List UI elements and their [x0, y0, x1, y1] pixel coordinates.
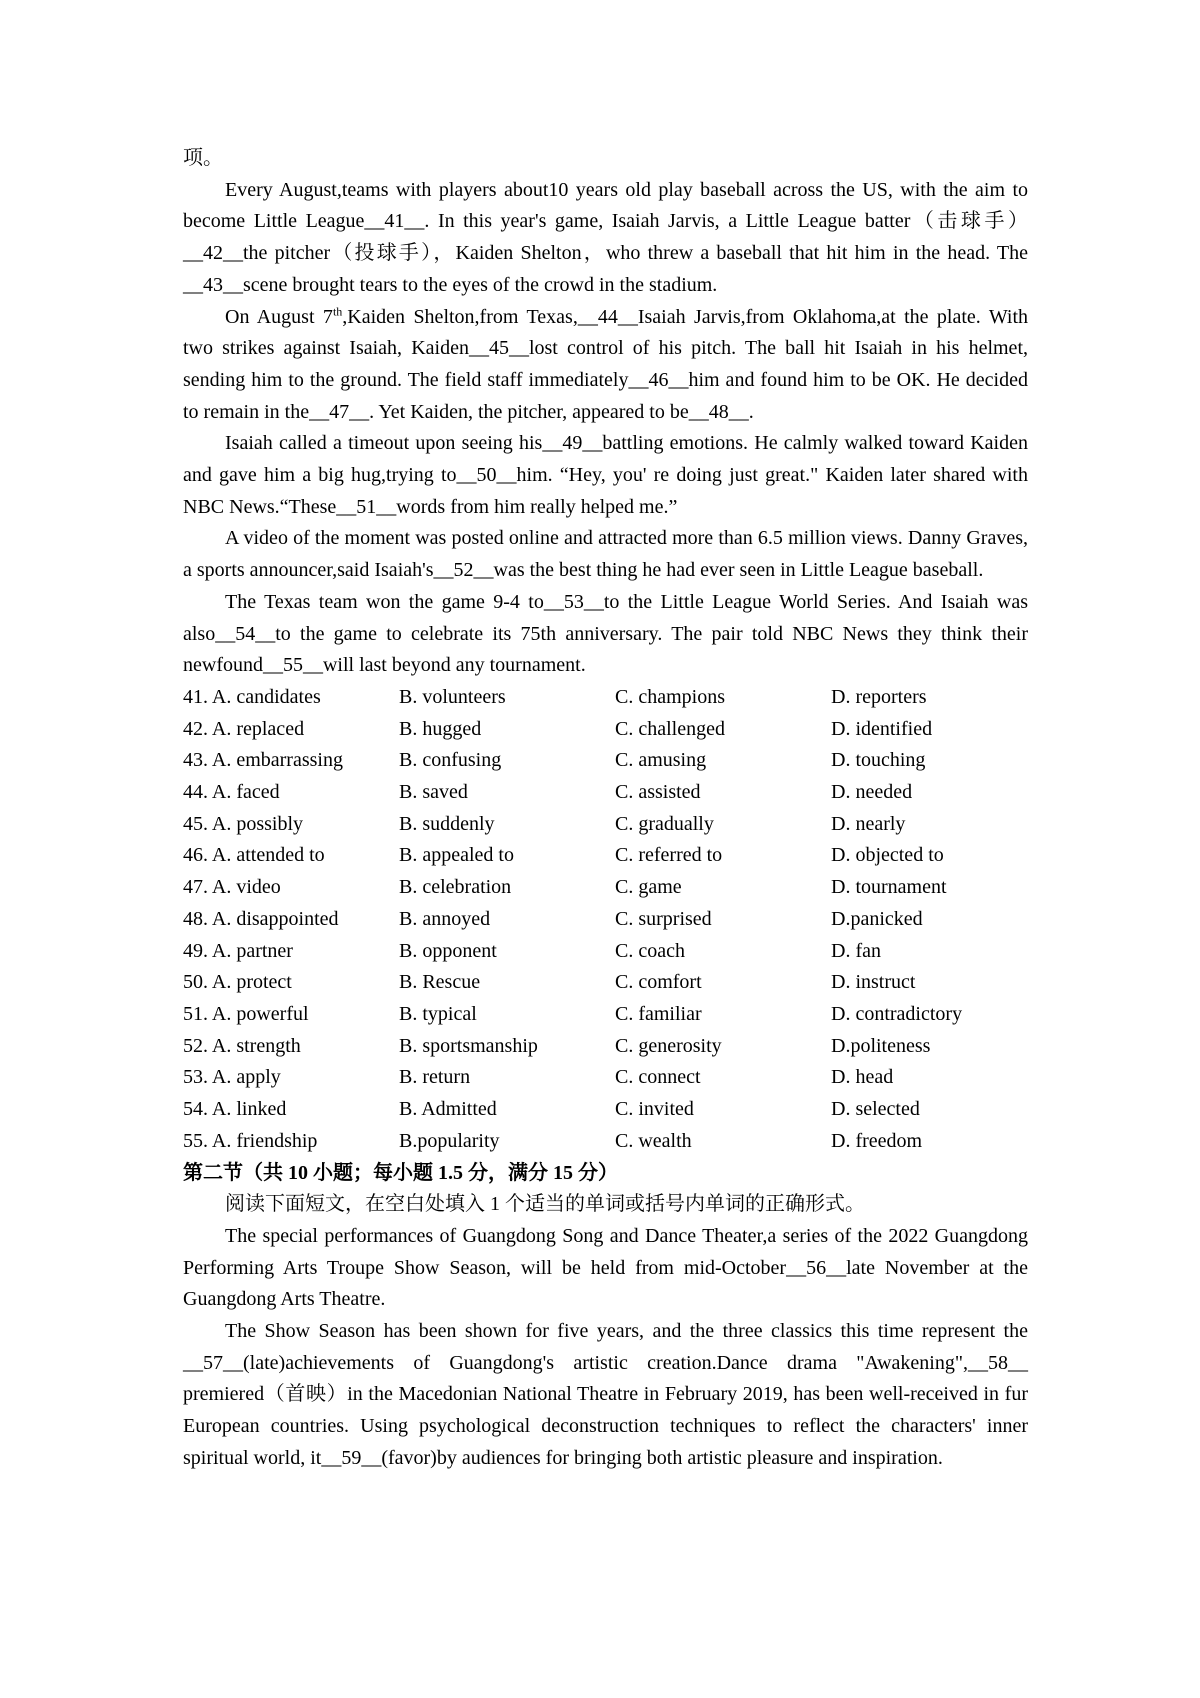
option-d: D. selected — [831, 1098, 920, 1121]
option-b: B. saved — [399, 781, 468, 804]
option-b: B. return — [399, 1066, 471, 1089]
option-row — [183, 1031, 1028, 1063]
option-d: D. contradictory — [831, 1002, 963, 1025]
option-d: D. fan — [831, 939, 881, 962]
option-a: 45. A. possibly — [183, 812, 304, 835]
option-c: C. game — [615, 876, 682, 899]
option-b: B. volunteers — [399, 685, 506, 708]
ordinal-superscript: th — [332, 303, 343, 318]
option-c: C. amusing — [615, 749, 707, 772]
fill-paragraph-1: The special performances of Guangdong Song and Dance Theater,a series of the 2022 Guangdong Performing Arts Troupe Show Season, will be held from mid-October__56__late November at the Guangdong Arts Theatre. — [183, 1224, 1028, 1311]
option-c: C. assisted — [615, 781, 701, 804]
option-a: 44. A. faced — [183, 781, 280, 804]
option-a: 51. A. powerful — [183, 1002, 309, 1025]
option-row — [183, 1126, 1028, 1158]
option-d: D. freedom — [831, 1129, 923, 1152]
option-c: C. referred to — [615, 844, 723, 867]
option-a: 41. A. candidates — [183, 685, 321, 708]
option-c: C. champions — [615, 685, 725, 708]
option-a: 42. A. replaced — [183, 717, 305, 740]
paragraph-2-start: On August 7 — [225, 305, 333, 328]
continued-fragment: 项。 — [183, 147, 223, 169]
option-row — [183, 1094, 1028, 1126]
option-d: D. nearly — [831, 812, 906, 835]
option-c: C. surprised — [615, 907, 712, 930]
option-row — [183, 904, 1028, 936]
option-a: 55. A. friendship — [183, 1129, 318, 1152]
option-b: B. hugged — [399, 717, 482, 740]
option-b: B. annoyed — [399, 907, 491, 930]
option-c: C. coach — [615, 939, 685, 962]
option-b: B. appealed to — [399, 844, 514, 867]
page-content — [183, 143, 1028, 1475]
option-b: B. Rescue — [399, 971, 481, 994]
option-d: D.panicked — [831, 907, 923, 930]
cloze-paragraph-2 — [183, 302, 1028, 429]
option-row — [183, 999, 1028, 1031]
option-d: D. tournament — [831, 876, 947, 899]
option-row — [183, 936, 1028, 968]
option-row — [183, 809, 1028, 841]
option-row — [183, 745, 1028, 777]
option-row — [183, 872, 1028, 904]
option-d: D. needed — [831, 781, 913, 804]
cloze-paragraph-5: The Texas team won the game 9-4 to__53__to the Little League World Series. And Isaiah was also__54__to the game to celebrate its 75th anniversary. The pair told NBC News they think their newfound__55__will last beyond any tournament. — [183, 590, 1028, 677]
option-a: 47. A. video — [183, 876, 281, 899]
cloze-paragraph-3: Isaiah called a timeout upon seeing his__49__battling emotions. He calmly walked toward Kaiden and gave him a big hug,trying to__50__him. “Hey, you' re doing just great." Kaiden later shared with NBC News.“These__51__words from him really helped me.” — [183, 432, 1028, 518]
fill-paragraph-2: The Show Season has been shown for five years, and the three classics this time represent the __57__(late)achievements of Guangdong's artistic creation.Dance drama "Awakening",__58__ premiered（首映）in the Macedonian National Theatre in February 2019, has been well-received in fur European countries. Using psychological deconstruction techniques to reflect the characters' inner spiritual world, it__59__(favor)by audiences for bringing both artistic pleasure and inspiration. — [183, 1320, 1028, 1469]
cloze-paragraph-1: Every August,teams with players about10 years old play baseball across the US, with the aim to become Little League__41__. In this year's game, Isaiah Jarvis, a Little League batter（击球手）__42__the pitcher（投球手），Kaiden Shelton，who threw a baseball that hit him in the head. The __43__scene brought tears to the eyes of the crowd in the stadium. — [183, 178, 1028, 296]
option-a: 50. A. protect — [183, 971, 292, 994]
option-a: 52. A. strength — [183, 1034, 301, 1057]
option-b: B. Admitted — [399, 1098, 497, 1121]
option-d: D. reporters — [831, 685, 927, 708]
option-b: B. suddenly — [399, 812, 495, 835]
option-d: D. head — [831, 1066, 894, 1089]
option-a: 46. A. attended to — [183, 844, 325, 867]
option-d: D.politeness — [831, 1034, 931, 1057]
option-row — [183, 777, 1028, 809]
option-a: 43. A. embarrassing — [183, 749, 343, 772]
option-c: C. generosity — [615, 1034, 722, 1057]
answer-options — [183, 682, 1028, 1158]
option-c: C. invited — [615, 1098, 694, 1121]
option-row — [183, 1062, 1028, 1094]
option-a: 49. A. partner — [183, 939, 293, 962]
option-row — [183, 967, 1028, 999]
option-d: D. instruct — [831, 971, 916, 994]
option-b: B. sportsmanship — [399, 1034, 538, 1057]
option-d: D. objected to — [831, 844, 944, 867]
section-instruction: 阅读下面短文，在空白处填入 1 个适当的单词或括号内单词的正确形式。 — [225, 1193, 865, 1216]
option-c: C. challenged — [615, 717, 725, 740]
option-c: C. connect — [615, 1066, 701, 1089]
option-row — [183, 682, 1028, 714]
option-d: D. touching — [831, 749, 926, 772]
option-d: D. identified — [831, 717, 933, 740]
option-row — [183, 714, 1028, 746]
option-row — [183, 840, 1028, 872]
section-title: 第二节（共 10 小题；每小题 1.5 分，满分 15 分） — [183, 1161, 618, 1184]
option-a: 53. A. apply — [183, 1066, 281, 1089]
option-b: B. opponent — [399, 939, 497, 962]
option-c: C. wealth — [615, 1129, 692, 1152]
paragraph-2-rest: ,Kaiden Shelton,from Texas,__44__Isaiah Jarvis,from Oklahoma,at the plate. With two strikes against Isaiah, Kaiden__45__lost control of his pitch. The ball hit Isaiah in his helmet, sending him to the ground. The field staff immediately__46__him and found him to be OK. He decided to remain in the__47__. Yet Kaiden, the pitcher, appeared to be__48__. — [183, 305, 1029, 423]
option-c: C. familiar — [615, 1002, 702, 1025]
option-a: 48. A. disappointed — [183, 907, 339, 930]
option-b: B. confusing — [399, 749, 502, 772]
option-b: B. typical — [399, 1002, 477, 1025]
option-b: B.popularity — [399, 1129, 500, 1152]
cloze-paragraph-4: A video of the moment was posted online and attracted more than 6.5 million views. Danny Graves, a sports announcer,said Isaiah's__52__was the best thing he had ever seen in Little League baseball. — [183, 527, 1028, 582]
option-c: C. comfort — [615, 971, 702, 994]
option-a: 54. A. linked — [183, 1098, 287, 1121]
option-c: C. gradually — [615, 812, 714, 835]
option-b: B. celebration — [399, 876, 512, 899]
